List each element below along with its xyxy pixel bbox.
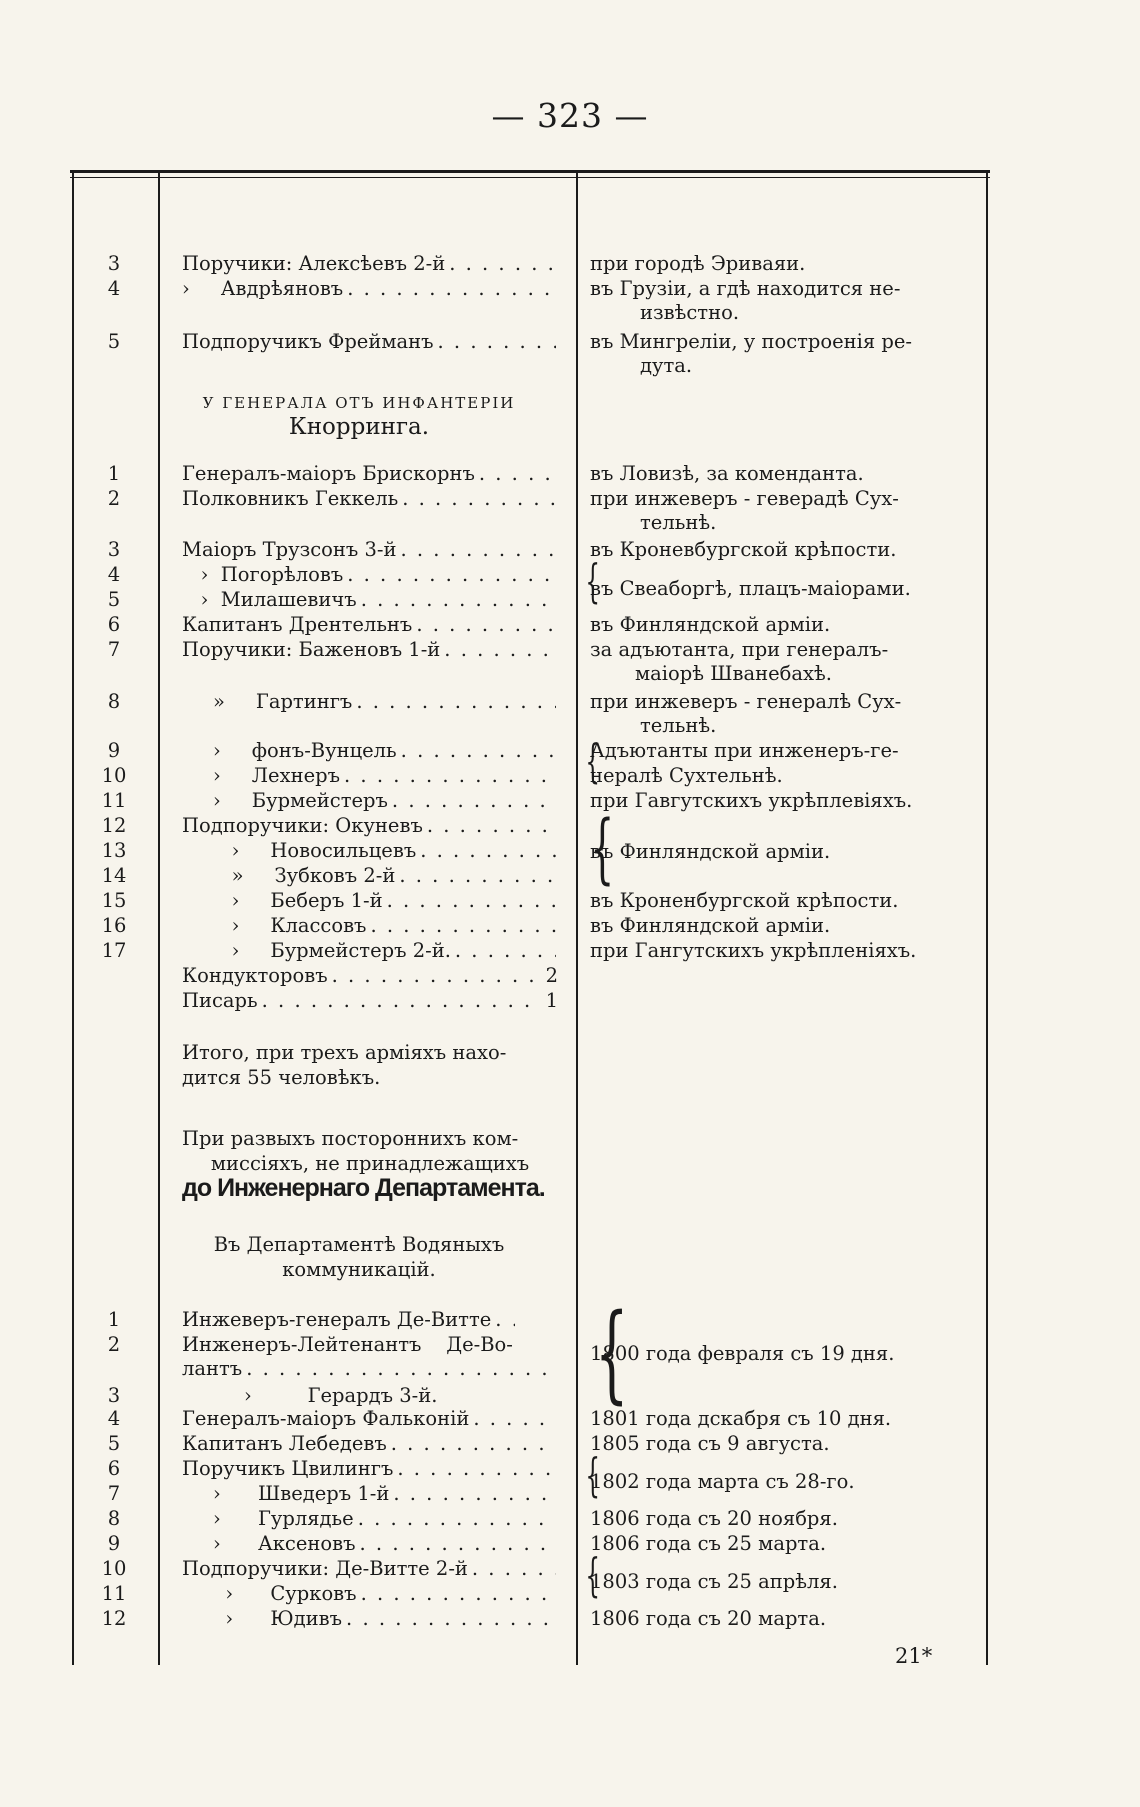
section-heading-small: У ГЕНЕРАЛА ОТЪ ИНФАНТЕРІИ — [202, 394, 516, 412]
officer-name: Поручики: Алексѣевъ 2-й — [182, 252, 446, 275]
officer-name: › Бурмейстеръ — [182, 789, 388, 812]
station-text: 1806 года съ 20 ноября. — [590, 1507, 838, 1530]
brace-note — [0, 1342, 1140, 1366]
table-row — [0, 1407, 1140, 1431]
row-number: 4 — [107, 563, 121, 586]
officer-name: » Зубковъ 2-й — [182, 864, 396, 887]
top-rule-thick — [70, 170, 990, 173]
officer-name: Маіоръ Трузсонъ 3-й — [182, 538, 397, 561]
officer-name: Генералъ-маіоръ Брискорнъ — [182, 462, 475, 485]
commissions-line: При развыхъ постороннихъ ком- — [182, 1127, 519, 1150]
officer-name: › Милашевичъ — [182, 588, 357, 611]
row-number: 12 — [101, 814, 127, 837]
officer-name: › Шведеръ 1-й — [182, 1482, 390, 1505]
table-row — [0, 277, 1140, 301]
section-heading: Въ Департаментѣ Водяныхъ — [213, 1233, 505, 1256]
row-number: 7 — [107, 638, 121, 661]
officer-name: Поручикъ Цвилингъ — [182, 1457, 394, 1480]
officer-name: › Сурковъ — [182, 1582, 357, 1605]
row-number: 5 — [107, 330, 121, 353]
station-text: за адъютанта, при генералъ- — [590, 638, 889, 661]
row-number: 3 — [107, 1384, 121, 1407]
officer-name: Подпоручикъ Фрейманъ — [182, 330, 434, 353]
brace-icon: { — [590, 803, 615, 892]
count-label: Писарь — [182, 989, 258, 1012]
table-row — [0, 889, 1140, 913]
officer-name: › Классовъ — [182, 914, 367, 937]
station-text: при инжеверъ - геверадѣ Сух- — [590, 487, 899, 510]
station-text: въ Ловизѣ, за коменданта. — [590, 462, 864, 485]
station-text: дута. — [640, 354, 693, 377]
table-row — [0, 814, 1140, 838]
officer-name: › Новосильцевъ — [182, 839, 417, 862]
table-row — [0, 914, 1140, 938]
table-row — [0, 613, 1140, 637]
table-row-continuation — [0, 662, 1140, 686]
commissions-paragraph — [182, 1126, 558, 1201]
officer-name: › Погорѣловъ — [182, 563, 344, 586]
section-heading: Кнорринга. — [288, 414, 430, 440]
row-number: 2 — [107, 487, 121, 510]
row-number: 14 — [101, 864, 127, 887]
station-text: въ Финляндской арміи. — [590, 840, 831, 863]
row-number: 9 — [107, 739, 121, 762]
station-text: въ Финляндской арміи. — [590, 914, 831, 937]
row-number: 5 — [107, 588, 121, 611]
table-row — [0, 1532, 1140, 1556]
station-text: маіорѣ Шванебахѣ. — [635, 662, 832, 685]
table-row — [0, 1308, 1140, 1332]
table-row — [0, 487, 1140, 511]
table-row-continuation — [0, 511, 1140, 535]
station-text: при Гавгутскихъ укрѣплевіяхъ. — [590, 789, 913, 812]
row-number: 4 — [107, 1407, 121, 1430]
station-text: 1806 года съ 20 марта. — [590, 1607, 827, 1630]
row-number: 12 — [101, 1607, 127, 1630]
station-text: въ Кроневбургской крѣпости. — [590, 538, 897, 561]
officer-name: › Беберъ 1-й — [182, 889, 383, 912]
station-text: нералѣ Сухтельнѣ. — [590, 764, 783, 787]
row-number: 3 — [107, 252, 121, 275]
count-value: 2 — [545, 964, 558, 987]
station-text: 1803 года съ 25 апрѣля. — [590, 1570, 838, 1593]
brace-icon: { — [585, 734, 600, 788]
station-text: 1805 года съ 9 августа. — [590, 1432, 830, 1455]
table-row — [0, 739, 1140, 763]
row-number: 9 — [107, 1532, 121, 1555]
table-row — [0, 789, 1140, 813]
table-row — [0, 864, 1140, 888]
row-number: 2 — [107, 1333, 121, 1356]
station-text: въ Финляндской арміи. — [590, 613, 831, 636]
station-text: въ Грузіи, а гдѣ находится не- — [590, 277, 901, 300]
table-row — [0, 252, 1140, 276]
row-number: 15 — [101, 889, 127, 912]
station-text: тельнѣ. — [640, 714, 717, 737]
officer-name: Капитанъ Лебедевъ — [182, 1432, 387, 1455]
count-value: 1 — [545, 989, 558, 1012]
officer-name: Инжеверъ-генералъ Де-Витте — [182, 1308, 492, 1331]
row-number: 3 — [107, 538, 121, 561]
commissions-line: миссіяхъ, не принадлежащихъ — [210, 1152, 530, 1175]
officer-name: › Гурлядье — [182, 1507, 354, 1530]
row-number: 7 — [107, 1482, 121, 1505]
station-text: Адъютанты при инженеръ-ге- — [590, 739, 899, 762]
row-number: 13 — [101, 839, 127, 862]
table-row-continuation — [0, 354, 1140, 378]
row-number: 8 — [107, 690, 121, 713]
brace-note — [0, 840, 1140, 864]
page-number: — 323 — — [491, 96, 649, 135]
row-number: 11 — [101, 789, 127, 812]
table-row-continuation — [0, 301, 1140, 325]
table-row — [0, 638, 1140, 662]
station-text: 1800 года февраля съ 19 дня. — [590, 1342, 895, 1365]
table-row — [0, 690, 1140, 714]
row-number: 1 — [107, 462, 121, 485]
table-row — [0, 330, 1140, 354]
top-rule-thin — [70, 177, 990, 178]
brace-note — [0, 1570, 1140, 1594]
station-text: въ Мингрелiи, у построенія ре- — [590, 330, 913, 353]
station-text: при городѣ Эриваяи. — [590, 252, 806, 275]
officer-name: » Гартингъ — [182, 690, 353, 713]
count-row — [0, 989, 1140, 1013]
row-number: 6 — [107, 613, 121, 636]
station-text: при инжеверъ - генералѣ Сух- — [590, 690, 902, 713]
station-text: въ Кроненбургской крѣпости. — [590, 889, 899, 912]
station-text: 1802 года марта съ 28-го. — [590, 1470, 855, 1493]
table-row — [0, 764, 1140, 788]
brace-note — [0, 1470, 1140, 1494]
officer-name: Подпоручики: Де-Витте 2-й — [182, 1557, 468, 1580]
station-text: 1806 года съ 25 марта. — [590, 1532, 827, 1555]
table-row — [0, 462, 1140, 486]
table-row — [0, 538, 1140, 562]
row-number: 17 — [101, 939, 127, 962]
row-number: 1 — [107, 1308, 121, 1331]
row-number: 5 — [107, 1432, 121, 1455]
officer-name: Капитанъ Дрентельнъ — [182, 613, 413, 636]
total-line: Итого, при трехъ арміяхъ нахо- — [182, 1041, 507, 1064]
count-label: Кондукторовъ — [182, 964, 328, 987]
row-number: 16 — [101, 914, 127, 937]
commissions-heading: до Инженернаго Департамента. — [182, 1174, 545, 1202]
row-number: 8 — [107, 1507, 121, 1530]
officer-name: › Аксеновъ — [182, 1532, 356, 1555]
station-text: тельнѣ. — [640, 511, 717, 534]
brace-icon: { — [585, 1448, 600, 1502]
row-number: 4 — [107, 277, 121, 300]
officer-name: лантъ — [182, 1357, 243, 1380]
table-row — [0, 939, 1140, 963]
row-number: 10 — [101, 1557, 127, 1580]
row-number: 6 — [107, 1457, 121, 1480]
officer-name: › фонъ-Вунцель — [182, 739, 397, 762]
total-line: дится 55 человѣкъ. — [182, 1066, 381, 1089]
row-number: 10 — [101, 764, 127, 787]
officer-name: › Герардъ 3-й. — [182, 1384, 438, 1407]
table-row — [0, 1507, 1140, 1531]
officer-name: › Юдивъ — [182, 1607, 343, 1630]
table-row-continuation — [0, 714, 1140, 738]
officer-name: Поручики: Баженовъ 1-й — [182, 638, 441, 661]
total-paragraph — [182, 1040, 558, 1090]
officer-name: Подпоручики: Окуневъ — [182, 814, 423, 837]
table-row — [0, 1384, 1140, 1408]
count-row — [0, 964, 1140, 988]
brace-icon: { — [585, 1548, 600, 1602]
station-text: при Гангутскихъ укрѣпленіяхъ. — [590, 939, 917, 962]
station-text: 1801 года дскабря съ 10 дня. — [590, 1407, 892, 1430]
officer-name: › Авдрѣяновъ — [182, 277, 344, 300]
officer-name: › Лехнеръ — [182, 764, 341, 787]
station-text: извѣстно. — [640, 301, 740, 324]
station-text: въ Свеаборгѣ, плацъ-маіорами. — [590, 577, 911, 600]
brace-icon: { — [585, 554, 600, 608]
table-row — [0, 1432, 1140, 1456]
signature-mark: 21* — [895, 1644, 933, 1668]
officer-name: Генералъ-маіоръ Фальконій — [182, 1407, 470, 1430]
table-row — [0, 1607, 1140, 1631]
officer-name: Инженеръ-Лейтенантъ Де-Во- — [182, 1333, 513, 1356]
section-heading: коммуникацій. — [282, 1258, 436, 1281]
officer-name: Полковникъ Геккель — [182, 487, 399, 510]
brace-icon: { — [594, 1291, 629, 1414]
row-number: 11 — [101, 1582, 127, 1605]
brace-note — [0, 577, 1140, 601]
officer-name: › Бурмейстеръ 2-й. — [182, 939, 451, 962]
